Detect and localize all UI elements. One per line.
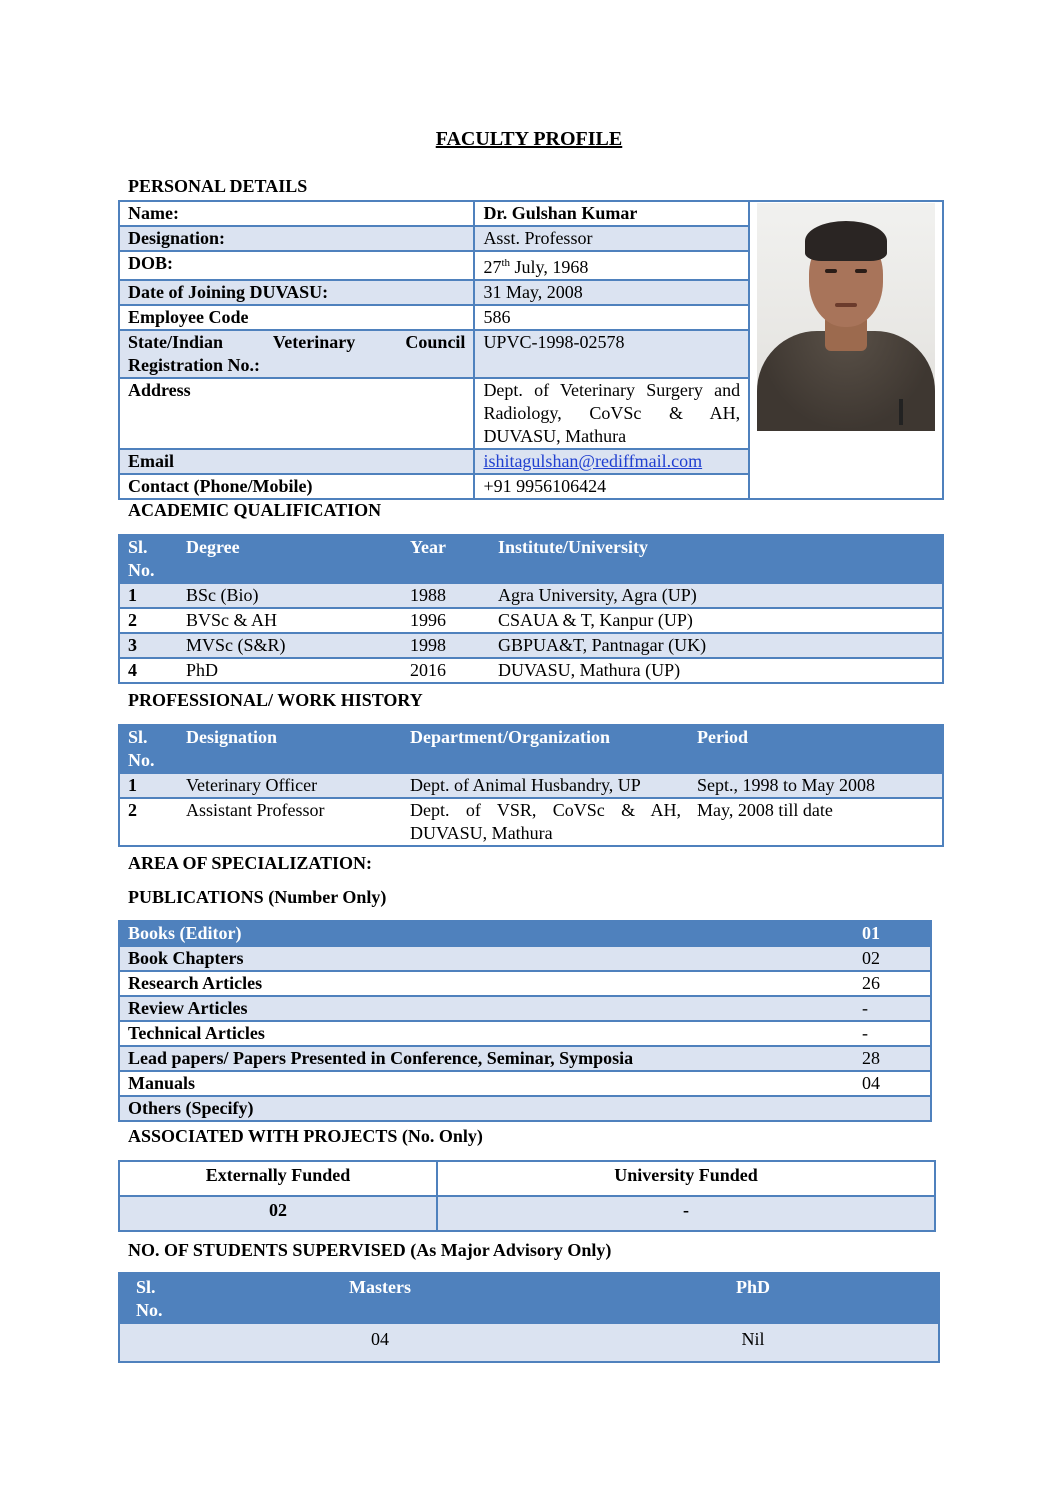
specialization-heading: AREA OF SPECIALIZATION: bbox=[128, 853, 373, 873]
label-dob: DOB: bbox=[119, 251, 474, 280]
label-employee-code: Employee Code bbox=[119, 305, 474, 330]
institute-cell: CSAUA & T, Kanpur (UP) bbox=[490, 608, 943, 633]
institute-cell: GBPUA&T, Pantnagar (UK) bbox=[490, 633, 943, 658]
value-contact: +91 9956106424 bbox=[474, 474, 749, 499]
table-row bbox=[119, 1323, 939, 1362]
header-externally-funded: Externally Funded bbox=[119, 1161, 437, 1196]
value-designation: Asst. Professor bbox=[474, 226, 749, 251]
pub-label: Book Chapters bbox=[119, 946, 852, 971]
pub-value: 02 bbox=[852, 946, 931, 971]
label-name: Name: bbox=[119, 201, 474, 226]
publications-table bbox=[118, 920, 932, 1122]
dob-day: 27 bbox=[483, 257, 502, 277]
department-cell: Dept. of VSR, CoVSc & AH, DUVASU, Mathura bbox=[402, 798, 689, 846]
value-employee-code: 586 bbox=[474, 305, 749, 330]
personal-details-heading: PERSONAL DETAILS bbox=[128, 176, 308, 196]
pub-label: Books (Editor) bbox=[119, 921, 852, 946]
sl-cell: 1 bbox=[119, 583, 178, 608]
institute-cell: Agra University, Agra (UP) bbox=[490, 583, 943, 608]
value-name: Dr. Gulshan Kumar bbox=[474, 201, 749, 226]
pub-label: Manuals bbox=[119, 1071, 852, 1096]
pub-value bbox=[852, 1096, 931, 1121]
table-header-row bbox=[119, 1161, 935, 1196]
degree-cell: PhD bbox=[178, 658, 402, 683]
header-year: Year bbox=[402, 535, 490, 583]
publications-heading: PUBLICATIONS (Number Only) bbox=[128, 887, 387, 907]
header-sl: Sl. No. bbox=[119, 535, 178, 583]
email-link[interactable]: ishitagulshan@rediffmail.com bbox=[483, 451, 703, 471]
students-heading: NO. OF STUDENTS SUPERVISED (As Major Advisory Only) bbox=[128, 1240, 612, 1260]
sl-cell: 1 bbox=[119, 773, 178, 798]
university-funded-value: - bbox=[437, 1196, 935, 1231]
designation-cell: Assistant Professor bbox=[178, 798, 402, 846]
projects-table bbox=[118, 1160, 936, 1232]
work-history-table bbox=[118, 724, 944, 847]
sl-cell: 3 bbox=[119, 633, 178, 658]
students-table bbox=[118, 1272, 940, 1363]
sl-cell: 2 bbox=[119, 798, 178, 846]
year-cell: 1988 bbox=[402, 583, 490, 608]
header-phd: PhD bbox=[568, 1273, 939, 1323]
label-designation: Designation: bbox=[119, 226, 474, 251]
period-cell: May, 2008 till date bbox=[689, 798, 943, 846]
masters-cell: 04 bbox=[192, 1323, 568, 1362]
pub-label: Others (Specify) bbox=[119, 1096, 852, 1121]
degree-cell: MVSc (S&R) bbox=[178, 633, 402, 658]
dob-suffix: th bbox=[501, 257, 510, 269]
value-address: Dept. of Veterinary Surgery and Radiology, CoVSc & AH, DUVASU, Mathura bbox=[474, 378, 749, 449]
label-registration-line2: Registration No.: bbox=[128, 355, 260, 375]
externally-funded-value: 02 bbox=[119, 1196, 437, 1231]
faculty-photo bbox=[757, 203, 935, 431]
table-header-row bbox=[119, 725, 943, 773]
academic-table bbox=[118, 534, 944, 684]
table-row bbox=[119, 201, 943, 226]
academic-heading: ACADEMIC QUALIFICATION bbox=[128, 500, 382, 520]
table-row bbox=[119, 633, 943, 658]
degree-cell: BSc (Bio) bbox=[178, 583, 402, 608]
pub-value: 26 bbox=[852, 971, 931, 996]
table-row bbox=[119, 1071, 931, 1096]
value-registration: UPVC-1998-02578 bbox=[474, 330, 749, 378]
photo-cell bbox=[749, 201, 943, 499]
work-history-heading: PROFESSIONAL/ WORK HISTORY bbox=[128, 690, 423, 710]
header-period: Period bbox=[689, 725, 943, 773]
label-joining-date: Date of Joining DUVASU: bbox=[119, 280, 474, 305]
label-registration bbox=[119, 330, 474, 378]
table-row bbox=[119, 996, 931, 1021]
table-row bbox=[119, 971, 931, 996]
table-row bbox=[119, 1021, 931, 1046]
degree-cell: BVSc & AH bbox=[178, 608, 402, 633]
pub-label: Lead papers/ Papers Presented in Conference, Seminar, Symposia bbox=[119, 1046, 852, 1071]
pub-value: 28 bbox=[852, 1046, 931, 1071]
department-cell: Dept. of Animal Husbandry, UP bbox=[402, 773, 689, 798]
label-email: Email bbox=[119, 449, 474, 474]
header-masters: Masters bbox=[192, 1273, 568, 1323]
sl-cell: 2 bbox=[119, 608, 178, 633]
personal-details-table bbox=[118, 200, 944, 500]
label-address: Address bbox=[119, 378, 474, 449]
period-cell: Sept., 1998 to May 2008 bbox=[689, 773, 943, 798]
pub-label: Research Articles bbox=[119, 971, 852, 996]
pub-value: 01 bbox=[852, 921, 931, 946]
header-department: Department/Organization bbox=[402, 725, 689, 773]
header-designation: Designation bbox=[178, 725, 402, 773]
projects-heading: ASSOCIATED WITH PROJECTS (No. Only) bbox=[128, 1126, 483, 1146]
table-row bbox=[119, 583, 943, 608]
header-institute: Institute/University bbox=[490, 535, 943, 583]
header-sl: Sl. No. bbox=[119, 1273, 192, 1323]
label-contact: Contact (Phone/Mobile) bbox=[119, 474, 474, 499]
table-row bbox=[119, 946, 931, 971]
sl-cell: 4 bbox=[119, 658, 178, 683]
institute-cell: DUVASU, Mathura (UP) bbox=[490, 658, 943, 683]
year-cell: 1996 bbox=[402, 608, 490, 633]
page-title: FACULTY PROFILE bbox=[435, 128, 623, 150]
pub-label: Technical Articles bbox=[119, 1021, 852, 1046]
header-degree: Degree bbox=[178, 535, 402, 583]
designation-cell: Veterinary Officer bbox=[178, 773, 402, 798]
value-joining-date: 31 May, 2008 bbox=[474, 280, 749, 305]
header-sl: Sl. No. bbox=[119, 725, 178, 773]
dob-rest: July, 1968 bbox=[510, 257, 589, 277]
table-row bbox=[119, 798, 943, 846]
table-header-row bbox=[119, 1273, 939, 1323]
pub-label: Review Articles bbox=[119, 996, 852, 1021]
header-university-funded: University Funded bbox=[437, 1161, 935, 1196]
pub-value: - bbox=[852, 996, 931, 1021]
pub-value: - bbox=[852, 1021, 931, 1046]
sl-cell bbox=[119, 1323, 192, 1362]
pub-value: 04 bbox=[852, 1071, 931, 1096]
year-cell: 2016 bbox=[402, 658, 490, 683]
table-row bbox=[119, 1096, 931, 1121]
value-dob bbox=[474, 251, 749, 280]
year-cell: 1998 bbox=[402, 633, 490, 658]
table-header-row bbox=[119, 535, 943, 583]
table-row bbox=[119, 1196, 935, 1231]
table-row bbox=[119, 658, 943, 683]
phd-cell: Nil bbox=[568, 1323, 939, 1362]
table-row bbox=[119, 608, 943, 633]
label-registration-line1: State/Indian Veterinary Council bbox=[128, 332, 466, 352]
value-email bbox=[474, 449, 749, 474]
table-row bbox=[119, 921, 931, 946]
table-row bbox=[119, 1046, 931, 1071]
table-row bbox=[119, 773, 943, 798]
